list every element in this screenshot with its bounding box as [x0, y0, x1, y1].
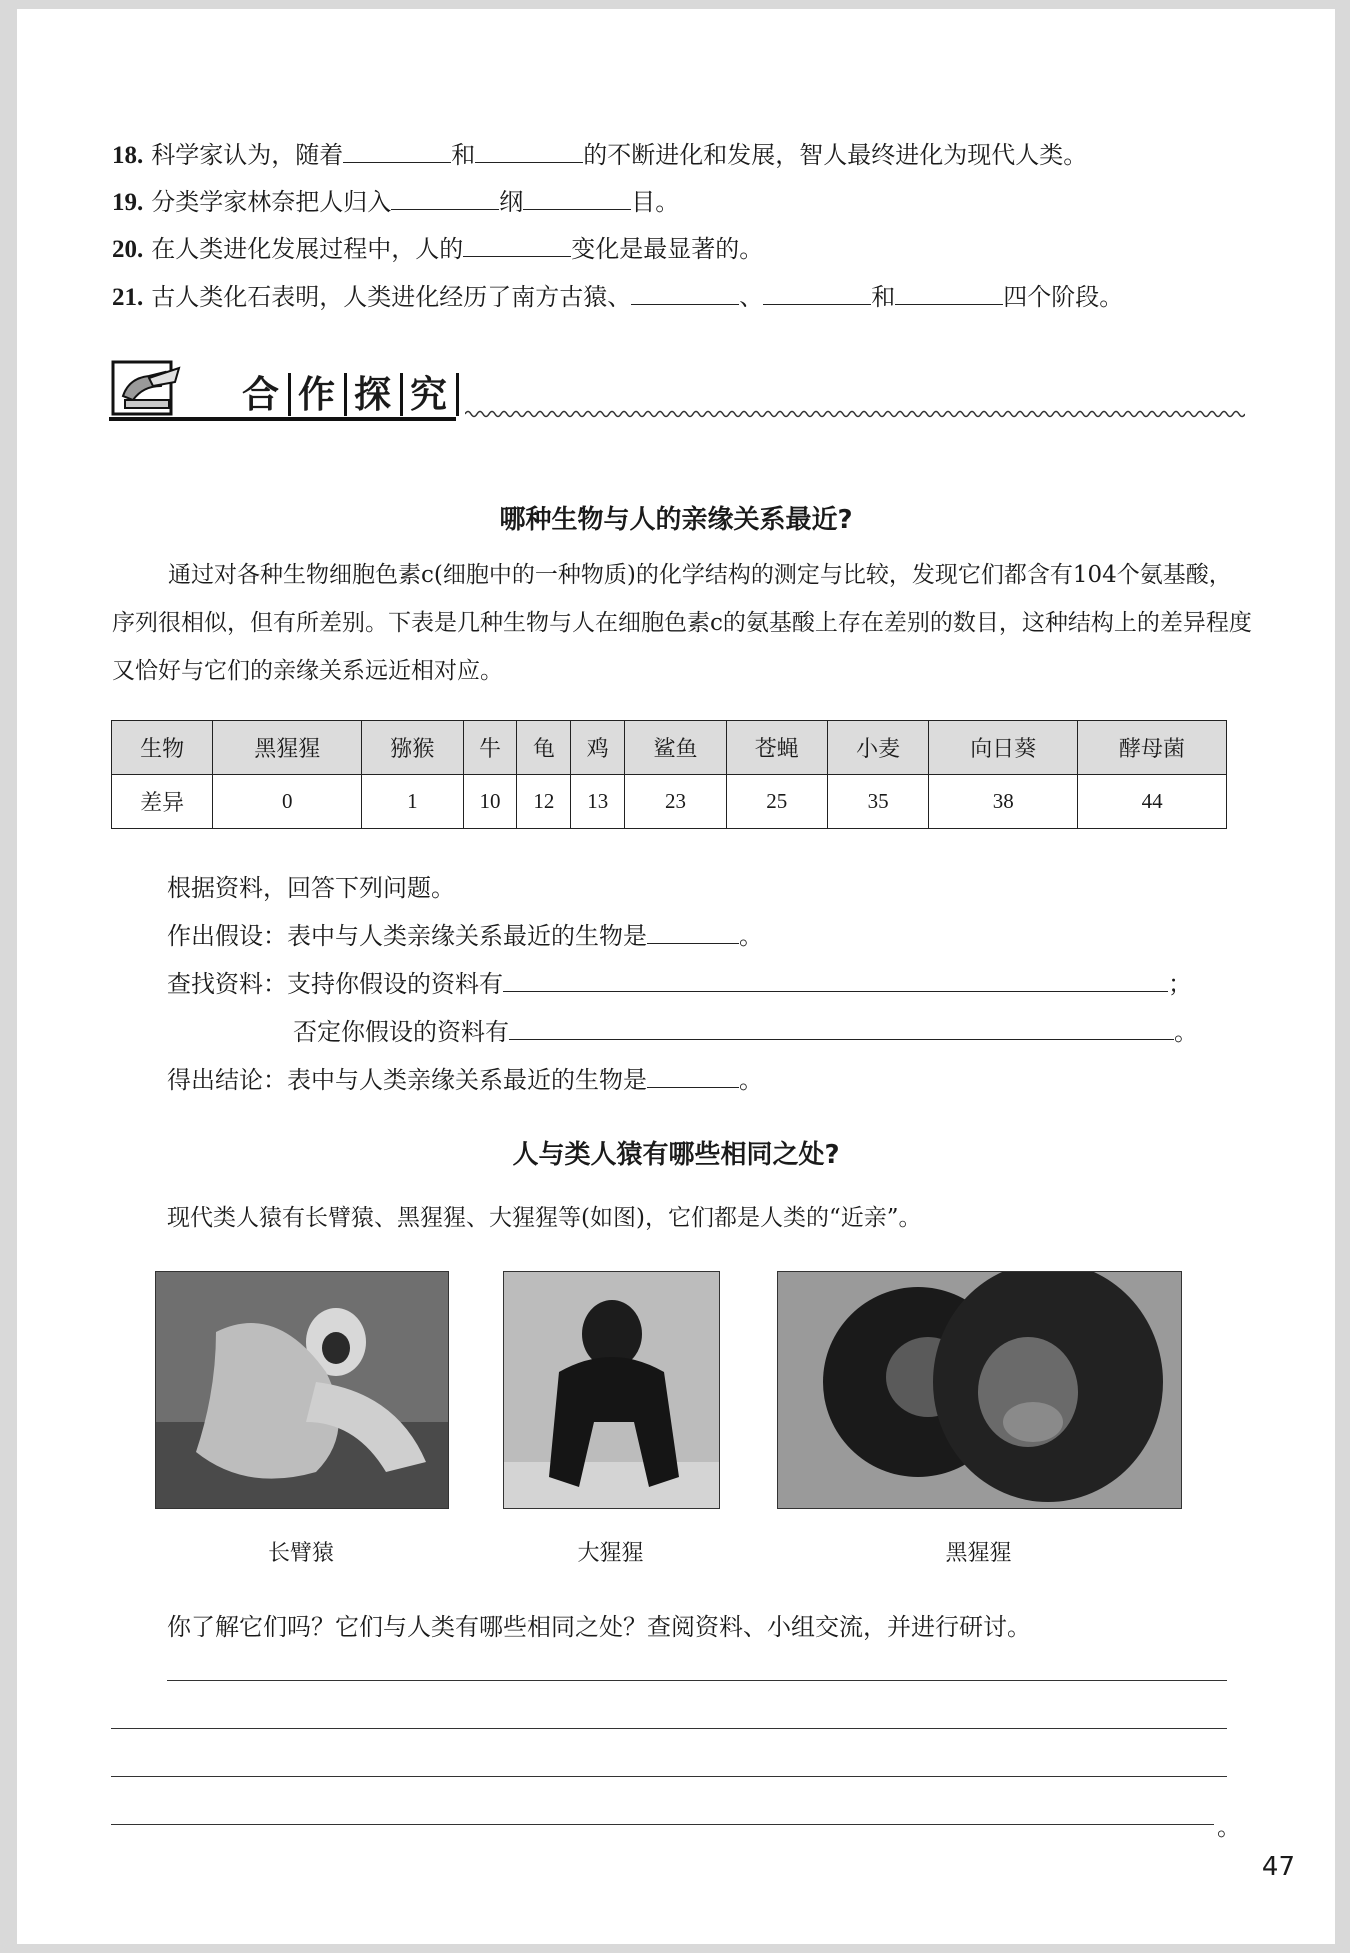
table-cell: 牛 [463, 721, 517, 775]
support-text: 查找资料：支持你假设的资料有 [167, 970, 503, 998]
books-icon [109, 356, 229, 416]
section-title [235, 364, 459, 418]
activity-1-intro: 通过对各种生物细胞色素c(细胞中的一种物质)的化学结构的测定与比较，发现它们都含有104个氨基酸，序列很相似，但有所差别。下表是几种生物与人在细胞色素c的氨基酸上存在差别的数目，这种结构上的差异程度又恰好与它们的亲缘关系远近相对应。 [112, 562, 1252, 684]
answer-line[interactable] [167, 1680, 1227, 1681]
gorilla-photo [503, 1271, 720, 1509]
answer-blank[interactable] [343, 140, 451, 163]
table-cell: 12 [517, 775, 571, 829]
hypothesis-line [167, 916, 763, 951]
question-number: 19. [112, 189, 144, 216]
conclusion-text: 得出结论：表中与人类亲缘关系最近的生物是 [167, 1066, 647, 1094]
punctuation: 。 [1174, 1018, 1198, 1046]
question-number: 18. [112, 142, 144, 169]
question-text: 目。 [631, 188, 680, 216]
conclusion-blank[interactable] [647, 1065, 739, 1088]
support-line [167, 964, 1192, 999]
table-cell: 鸡 [571, 721, 625, 775]
conclusion-line [167, 1060, 763, 1095]
end-mark: 。 [1217, 1813, 1241, 1841]
refute-blank[interactable] [509, 1017, 1174, 1040]
question-text: 四个阶段。 [1003, 283, 1124, 311]
page-number: 47 [1261, 1852, 1295, 1882]
section-char: 合 [235, 373, 291, 416]
question-18 [112, 140, 1087, 171]
prompt-text: 根据资料，回答下列问题。 [167, 874, 455, 902]
section-char: 究 [403, 373, 459, 416]
section-char: 作 [291, 373, 347, 416]
chimpanzee-photo [777, 1271, 1182, 1509]
answer-blank[interactable] [763, 282, 871, 305]
table-cell: 向日葵 [929, 721, 1078, 775]
activity-1-title: 哪种生物与人的亲缘关系最近? [499, 505, 853, 535]
question-text: 古人类化石表明，人类进化经历了南方古猿、 [151, 283, 632, 311]
refute-line [293, 1012, 1198, 1047]
table-cell: 黑猩猩 [213, 721, 362, 775]
table-cell: 44 [1078, 775, 1227, 829]
cytochrome-table [111, 720, 1227, 829]
section-char: 探 [347, 373, 403, 416]
table-header-cell: 差异 [112, 775, 213, 829]
wavy-divider [465, 407, 1245, 421]
table-cell: 25 [726, 775, 827, 829]
question-text: 和 [451, 141, 476, 169]
caption-chimpanzee: 黑猩猩 [945, 1541, 1012, 1566]
table-cell: 鲨鱼 [625, 721, 726, 775]
hypothesis-blank[interactable] [647, 921, 739, 944]
section-underline [109, 417, 456, 421]
question-text: 在人类进化发展过程中，人的 [151, 235, 464, 263]
answer-blank[interactable] [463, 234, 571, 257]
table-cell: 苍蝇 [726, 721, 827, 775]
punctuation: ； [1168, 970, 1192, 998]
table-row [112, 721, 1227, 775]
question-19 [112, 187, 679, 218]
hypothesis-text: 作出假设：表中与人类亲缘关系最近的生物是 [167, 922, 647, 950]
refute-text: 否定你假设的资料有 [293, 1018, 509, 1046]
answer-blank[interactable] [475, 140, 583, 163]
caption-gibbon: 长臂猿 [267, 1541, 334, 1566]
table-cell: 0 [213, 775, 362, 829]
table-cell: 猕猴 [362, 721, 463, 775]
table-cell: 13 [571, 775, 625, 829]
punctuation: 。 [739, 1066, 763, 1094]
answer-line[interactable] [111, 1728, 1227, 1729]
caption-gorilla: 大猩猩 [577, 1541, 644, 1566]
activity-2-intro: 现代类人猿有长臂猿、黑猩猩、大猩猩等(如图)，它们都是人类的“近亲”。 [167, 1205, 922, 1231]
table-cell: 1 [362, 775, 463, 829]
activity-2-title: 人与类人猿有哪些相同之处? [512, 1140, 840, 1170]
question-text: 变化是最显著的。 [571, 235, 764, 263]
table-row [112, 775, 1227, 829]
question-number: 20. [112, 236, 144, 263]
question-text: 、 [739, 283, 764, 311]
question-text: 的不断进化和发展，智人最终进化为现代人类。 [583, 141, 1088, 169]
table-cell: 小麦 [827, 721, 928, 775]
table-cell: 35 [827, 775, 928, 829]
answer-line[interactable] [111, 1824, 1214, 1825]
table-cell: 10 [463, 775, 517, 829]
question-text: 分类学家林奈把人归入 [151, 188, 392, 216]
table-cell: 23 [625, 775, 726, 829]
workbook-page [17, 9, 1335, 1944]
table-cell: 龟 [517, 721, 571, 775]
answer-blank[interactable] [895, 282, 1003, 305]
answer-blank[interactable] [391, 187, 499, 210]
question-text: 和 [871, 283, 896, 311]
answer-line[interactable] [111, 1776, 1227, 1777]
question-text: 纲 [499, 188, 524, 216]
answer-blank[interactable] [523, 187, 631, 210]
question-number: 21. [112, 284, 144, 311]
punctuation: 。 [739, 922, 763, 950]
gibbon-photo [155, 1271, 449, 1509]
question-text: 科学家认为，随着 [151, 141, 344, 169]
activity-2-question: 你了解它们吗？它们与人类有哪些相同之处？查阅资料、小组交流，并进行研讨。 [167, 1613, 1031, 1641]
answer-blank[interactable] [631, 282, 739, 305]
table-cell: 酵母菌 [1078, 721, 1227, 775]
table-header-cell: 生物 [112, 721, 213, 775]
question-20 [112, 234, 763, 265]
question-21 [112, 282, 1123, 313]
table-cell: 38 [929, 775, 1078, 829]
support-blank[interactable] [503, 969, 1168, 992]
